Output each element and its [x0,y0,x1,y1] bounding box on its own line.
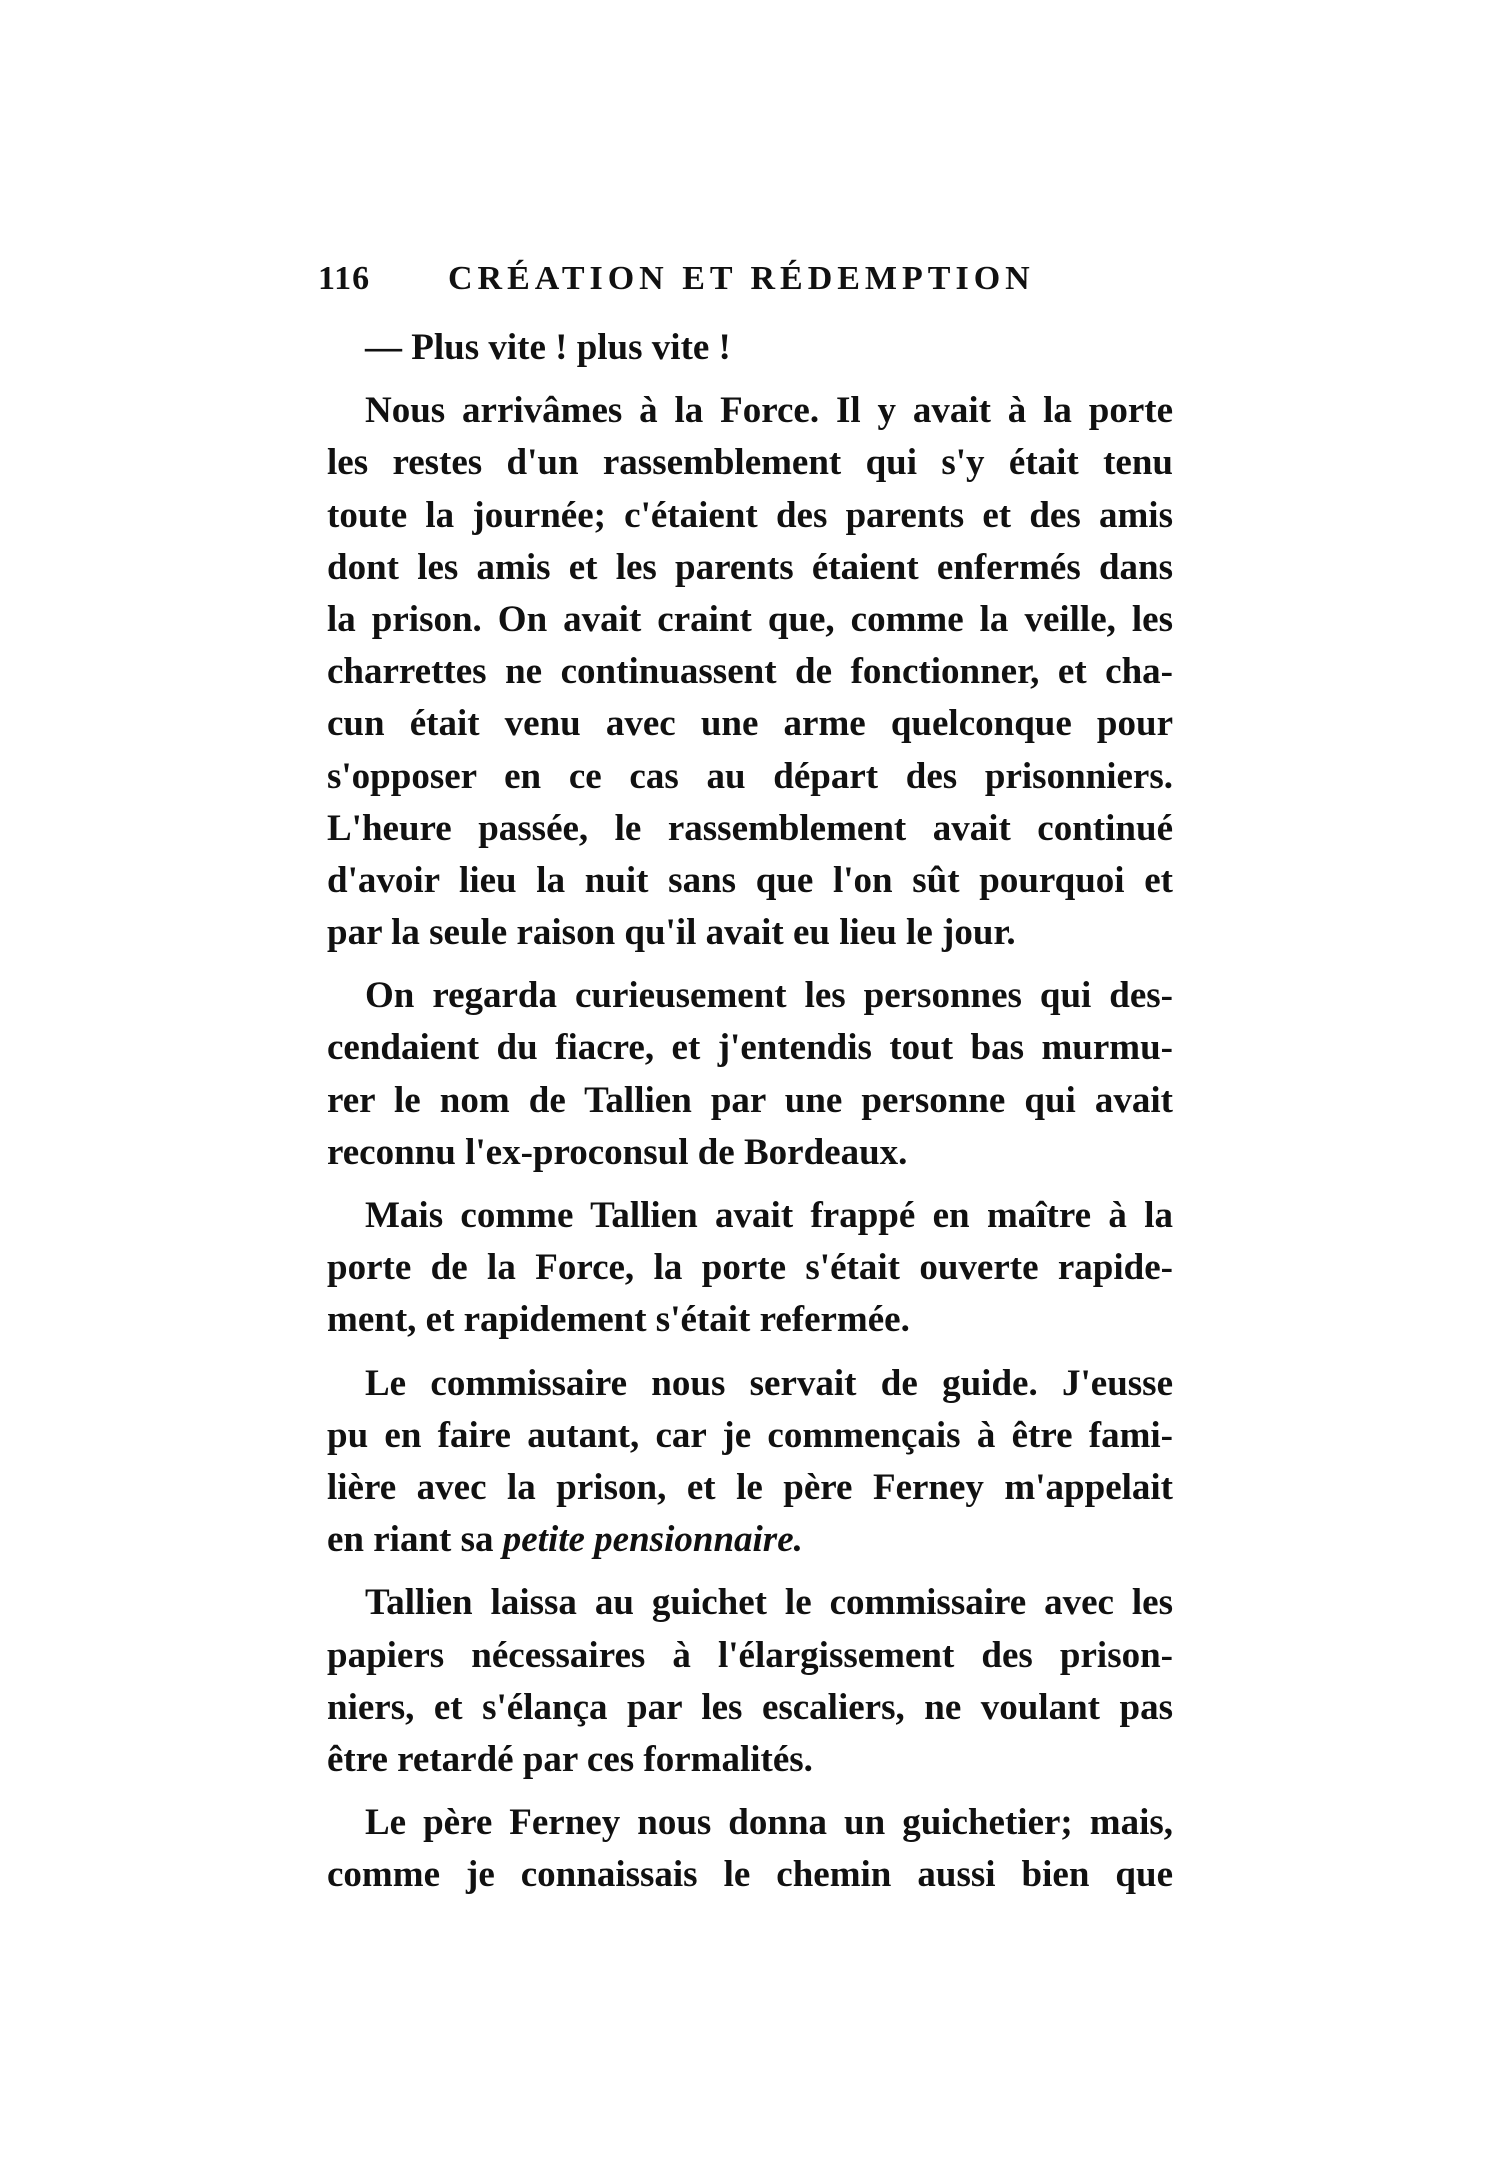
text-line: par la seule raison qu'il avait eu lieu le jour. [327,912,1016,954]
text-line: rer le nom de Tallien par une personne qui avait [327,1079,1173,1121]
text-line: L'heure passée, le rassemblement avait continué [327,807,1173,849]
text-line: toute la journée; c'étaient des parents et des amis [327,494,1173,536]
text-line: comme je connaissais le chemin aussi bien que [327,1854,1173,1896]
text-line: cendaient du fiacre, et j'entendis tout bas murmu- [327,1027,1173,1069]
text-line: Tallien laissa au guichet le commissaire avec les [365,1582,1173,1624]
running-header [318,260,1038,306]
text-line: ment, et rapidement s'était refermée. [327,1299,910,1341]
text-line: la prison. On avait craint que, comme la veille, les [327,598,1173,640]
text-line: Mais comme Tallien avait frappé en maître à la [365,1195,1173,1236]
text-line: cun était venu avec une arme quelconque pour [327,703,1173,745]
text-line: papiers nécessaires à l'élargissement des prison- [327,1634,1173,1676]
italic-text: petite pensionnaire. [502,1519,803,1561]
text-line: d'avoir lieu la nuit sans que l'on sût pourquoi et [327,859,1173,901]
paragraph [327,322,1173,374]
paragraph [327,1797,1173,1901]
paragraph [327,1190,1173,1347]
text-line: dont les amis et les parents étaient enfermés dans [327,546,1173,588]
text-line: — Plus vite ! plus vite ! [365,327,731,368]
text-line: les restes d'un rassemblement qui s'y était tenu [327,442,1173,484]
text-line [327,1514,1173,1566]
text-line: lière avec la prison, et le père Ferney m'appelait [327,1466,1173,1508]
page-number: 116 [318,260,371,297]
text-line: pu en faire autant, car je commençais à être fami- [327,1414,1173,1456]
text-line: porte de la Force, la porte s'était ouverte rapide- [327,1247,1173,1289]
paragraph [327,970,1173,1179]
paragraph [327,1358,1173,1567]
text-run: en riant sa [327,1519,503,1561]
text-line: On regarda curieusement les personnes qui des- [365,975,1173,1017]
text-line: Le père Ferney nous donna un guichetier; mais, [365,1802,1173,1844]
text-line: reconnu l'ex-proconsul de Bordeaux. [327,1131,908,1173]
text-line: être retardé par ces formalités. [327,1738,813,1780]
text-line: Nous arrivâmes à la Force. Il y avait à la porte [365,390,1173,432]
paragraph [327,1577,1173,1786]
text-line: s'opposer en ce cas au départ des prisonniers. [327,755,1173,797]
running-title: CRÉATION ET RÉDEMPTION [448,260,1035,297]
text-line: niers, et s'élança par les escaliers, ne voulant pas [327,1686,1173,1728]
text-line: Le commissaire nous servait de guide. J'eusse [365,1362,1173,1404]
paragraph [327,385,1173,959]
body-text [327,322,1173,1912]
text-line: charrettes ne continuassent de fonctionner, et cha- [327,651,1173,693]
